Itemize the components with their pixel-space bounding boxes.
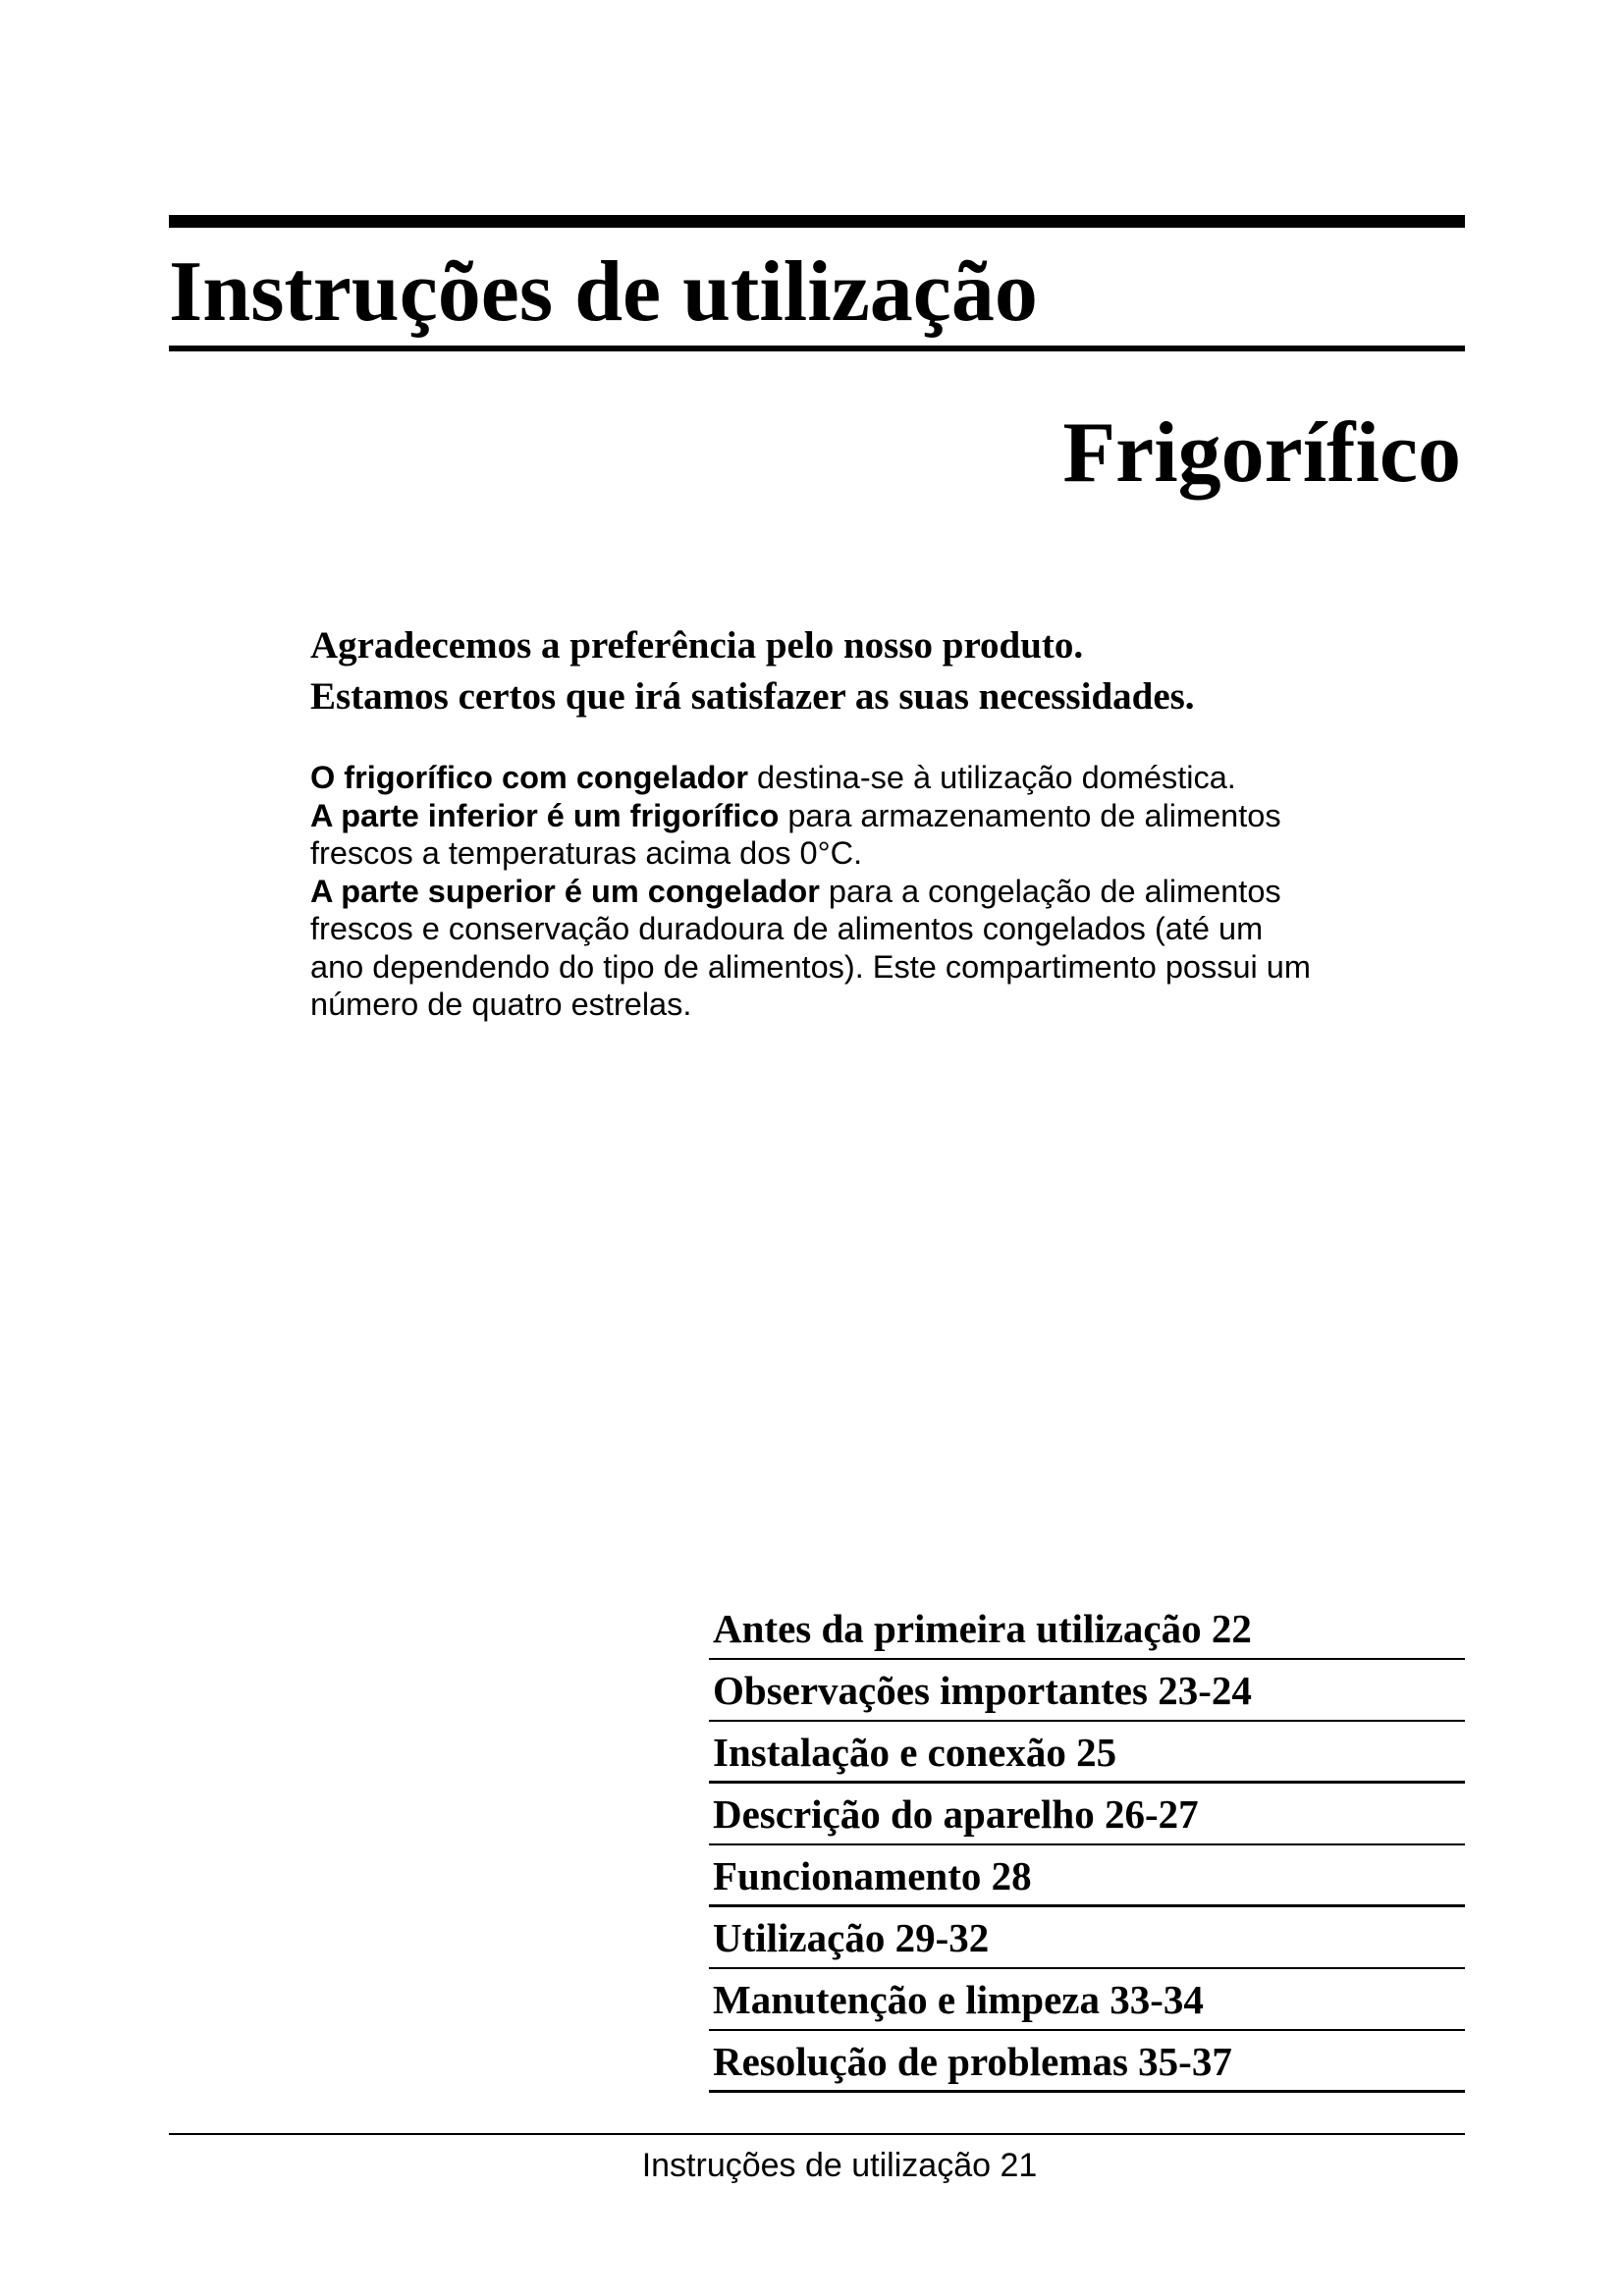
intro-line-3: frescos a temperaturas acima dos 0°C. [310, 835, 863, 871]
table-of-contents [709, 1598, 1465, 2093]
intro-bold-1: O frigorífico com congelador [310, 760, 749, 795]
toc-item-utilizacao: Utilização 29-32 [709, 1907, 1465, 1969]
toc-item-resolucao-de-problemas: Resolução de problemas 35-37 [709, 2031, 1465, 2093]
toc-item-manutencao-e-limpeza: Manutenção e limpeza 33-34 [709, 1969, 1465, 2031]
intro-text-4: para a congelação de alimentos [819, 873, 1281, 909]
toc-item-antes-da-primeira-utilizacao: Antes da primeira utilização 22 [709, 1598, 1465, 1660]
intro-line-1 [310, 759, 1469, 797]
intro-bold-4: A parte superior é um congelador [310, 873, 820, 909]
intro-bold-2: A parte inferior é um frigorífico [310, 797, 780, 833]
intro-line-5: frescos e conservação duradoura de alimentos congelados (até um [310, 911, 1264, 946]
page-footer: Instruções de utilização 21 [641, 2147, 1038, 2184]
intro-text-1: destina-se à utilização doméstica. [748, 760, 1236, 795]
footer-rule [169, 2133, 1465, 2135]
greeting-line-2: Estamos certos que irá satisfazer as suas necessidades. [310, 675, 1195, 718]
greeting-paragraph [310, 620, 1195, 722]
page-title: Instruções de utilização [169, 244, 1038, 340]
toc-item-instalacao-e-conexao: Instalação e conexão 25 [709, 1722, 1465, 1784]
title-rule [169, 346, 1465, 351]
toc-item-descricao-do-aparelho: Descrição do aparelho 26-27 [709, 1784, 1465, 1845]
intro-line-4 [310, 873, 1469, 911]
page-subtitle: Frigorífico [1062, 405, 1461, 501]
greeting-line-1: Agradecemos a preferência pelo nosso produto. [310, 624, 1084, 667]
intro-line-7: número de quatro estrelas. [310, 987, 692, 1022]
intro-paragraph [310, 759, 1469, 1024]
intro-line-2 [310, 797, 1469, 835]
toc-item-funcionamento: Funcionamento 28 [709, 1845, 1465, 1907]
top-rule [169, 215, 1465, 228]
intro-text-2: para armazenamento de alimentos [779, 797, 1281, 833]
intro-line-6: ano dependendo do tipo de alimentos). Este compartimento possui um [310, 948, 1311, 985]
toc-item-observacoes-importantes: Observações importantes 23-24 [709, 1660, 1465, 1722]
